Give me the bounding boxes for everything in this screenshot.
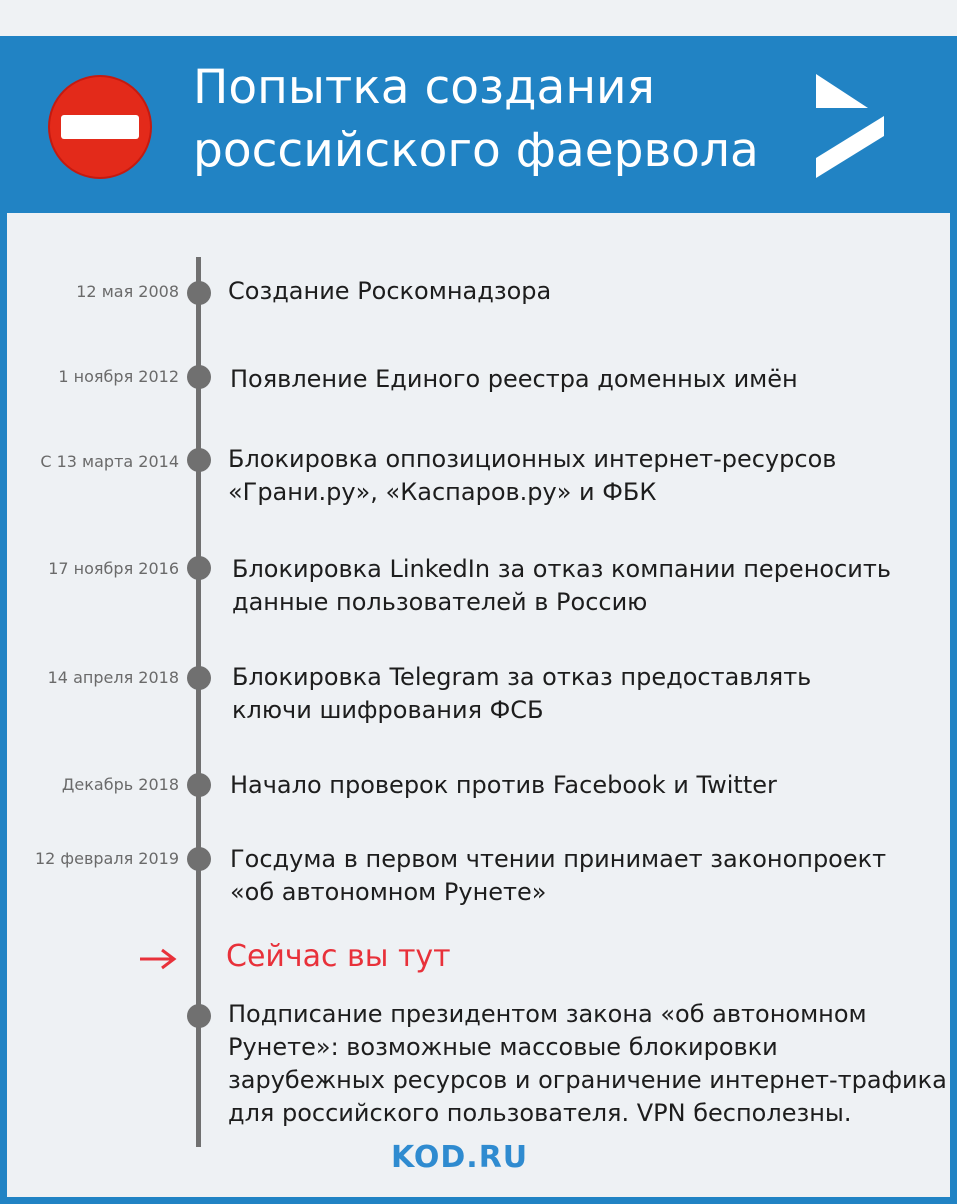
timeline-dot (187, 365, 211, 389)
title-line-1: Попытка создания (193, 60, 655, 115)
event-description (230, 843, 886, 909)
page-title (193, 56, 793, 182)
event-description (232, 661, 811, 727)
event-description-line: Появление Единого реестра доменных имён (230, 365, 798, 393)
future-event-line: Рунете»: возможные массовые блокировки (228, 1033, 778, 1061)
event-description-line: Блокировка LinkedIn за отказ компании переносить (232, 555, 891, 583)
future-event-description (228, 998, 947, 1130)
future-event-line: Подписание президентом закона «об автономном (228, 1000, 867, 1028)
future-event-line: зарубежных ресурсов и ограничение интернет-трафика (228, 1066, 947, 1094)
event-date: С 13 марта 2014 (40, 452, 179, 471)
event-description-line: Блокировка оппозиционных интернет-ресурсов (228, 445, 837, 473)
event-description-line: Начало проверок против Facebook и Twitter (230, 771, 777, 799)
event-description-line: Блокировка Telegram за отказ предоставлять (232, 663, 812, 691)
timeline-dot (187, 556, 211, 580)
timeline-dot (187, 773, 211, 797)
event-description (232, 553, 891, 619)
event-description-line: ключи шифрования ФСБ (232, 696, 544, 724)
event-date: 1 ноября 2012 (58, 367, 179, 386)
timeline-dot (187, 847, 211, 871)
title-line-2: российского фаервола (193, 123, 759, 178)
current-position-label: Сейчас вы тут (226, 939, 451, 974)
event-date: 17 ноября 2016 (48, 559, 179, 578)
event-date: Декабрь 2018 (61, 775, 179, 794)
top-strip (0, 0, 957, 36)
event-date: 12 февраля 2019 (34, 849, 179, 868)
timeline-dot-future (187, 1004, 211, 1028)
brand-logo-text: KOD.RU (391, 1140, 529, 1175)
event-description-line: «Грани.ру», «Каспаров.ру» и ФБК (228, 478, 657, 506)
event-description (228, 275, 551, 308)
event-description (230, 363, 798, 396)
timeline-dot (187, 281, 211, 305)
stop-sign-icon (47, 74, 153, 180)
event-description-line: «об автономном Рунете» (230, 878, 547, 906)
event-description-line: Госдума в первом чтении принимает законопроект (230, 845, 887, 873)
event-date: 12 мая 2008 (76, 282, 179, 301)
event-description (228, 443, 836, 509)
event-date: 14 апреля 2018 (47, 668, 179, 687)
event-description (230, 769, 777, 802)
event-description-line: Создание Роскомнадзора (228, 277, 552, 305)
future-event-line: для российского пользователя. VPN бесполезны. (228, 1099, 852, 1127)
chevron-logo-icon (812, 74, 888, 180)
timeline-dot (187, 666, 211, 690)
arrow-right-icon (138, 947, 178, 971)
timeline-dot (187, 448, 211, 472)
event-description-line: данные пользователей в Россию (232, 588, 648, 616)
